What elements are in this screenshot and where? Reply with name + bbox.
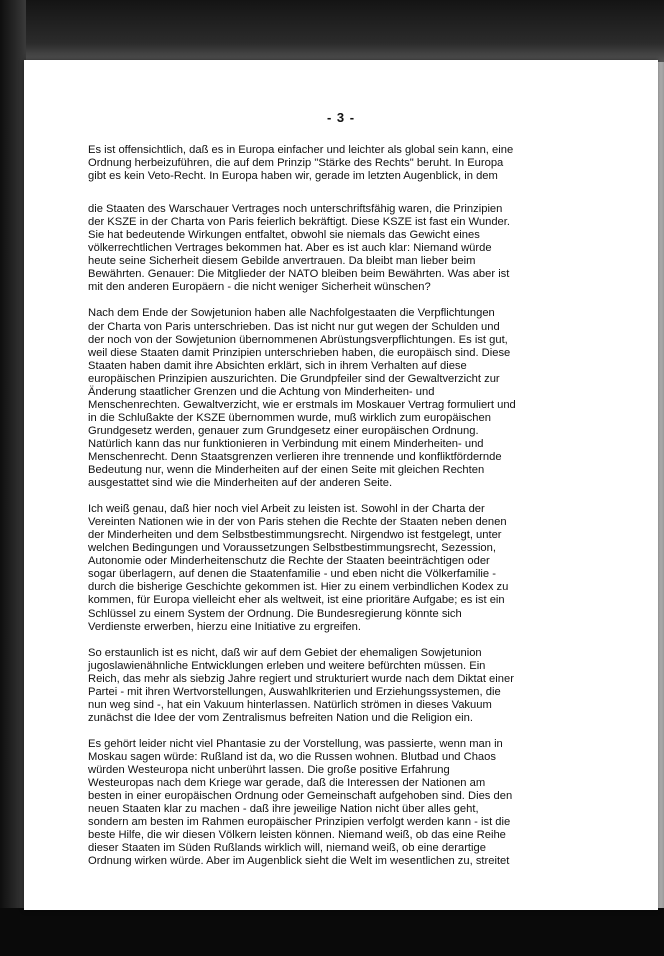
text-line: Grundgesetz werden, genauer zum Grundgesetz einer europäischen Ordnung.	[88, 424, 479, 437]
text-line: in die Schlußakte der KSZE übernommen wurde, muß wirklich zum europäischen	[88, 411, 491, 424]
text-line: gibt es kein Veto-Recht. In Europa haben wir, gerade im letzten Augenblick, in dem	[88, 170, 498, 183]
text-line: kommen, für Europa vielleicht eher als weltweit, ist eine prioritäre Aufgabe; es ist ein	[88, 594, 505, 607]
paragraph	[88, 203, 636, 294]
text-line: der noch von der Sowjetunion übernommenen Abrüstungsverpflichtungen. Es ist gut,	[88, 333, 508, 346]
text-line: der Charta von Paris unterschrieben. Das ist nicht nur gut wegen der Schulden und	[88, 320, 500, 333]
text-line: Ich weiß genau, daß hier noch viel Arbeit zu leisten ist. Sowohl in der Charta der	[88, 503, 485, 516]
text-line: Natürlich kann das nur funktionieren in Verbindung mit einem Minderheiten- und	[88, 437, 484, 450]
text-line: würden Westeuropa nicht unberührt lassen. Die große positive Erfahrung	[88, 763, 450, 776]
text-line: Ordnung herbeizuführen, die auf dem Prinzip "Stärke des Rechts" beruht. In Europa	[88, 157, 504, 170]
text-line: Schlüssel zu einem System der Ordnung. Die Bundesregierung könnte sich	[88, 607, 462, 620]
text-line: Partei - mit ihren Wertvorstellungen, Auswahlkriterien und Erziehungssystemen, die	[88, 685, 501, 698]
text-line: sogar überlagern, auf denen die Staatenfamilie - und eben nicht die Völkerfamilie -	[88, 568, 496, 581]
text-line: Ordnung wirken würde. Aber im Augenblick sieht die Welt im wesentlichen zu, streitet	[88, 855, 510, 868]
text-line: sondern am besten im Rahmen europäischer Prinzipien verfolgt werden kann - ist die	[88, 816, 511, 829]
text-line: der Minderheiten und dem Selbstbestimmungsrecht. Nirgendwo ist festgelegt, unter	[88, 529, 502, 542]
text-line: Es gehört leider nicht viel Phantasie zu der Vorstellung, was passierte, wenn man in	[88, 737, 503, 750]
text-line: heute seine Sicherheit diesem Gebilde anvertrauen. Da bleibt man lieber beim	[88, 255, 476, 268]
text-line: Nach dem Ende der Sowjetunion haben alle Nachfolgestaaten die Verpflichtungen	[88, 307, 495, 320]
paragraph	[88, 144, 636, 183]
text-line: weil diese Staaten damit Prinzipien unterschrieben haben, die europäisch sind. Diese	[88, 346, 511, 359]
text-line: mit den anderen Europäern - die nicht weniger Sicherheit wünschen?	[88, 281, 431, 294]
text-line: Vereinten Nationen wie in der von Paris stehen die Rechte der Staaten neben denen	[88, 516, 507, 529]
text-line: Reich, das mehr als siebzig Jahre regiert und strukturiert wurde nach dem Diktat einer	[88, 672, 514, 685]
text-line: nun weg sind -, hat ein Vakuum hinterlassen. Natürlich strömen in dieses Vakuum	[88, 698, 492, 711]
text-line: ausgestattet sind wie die Minderheiten auf der anderen Seite.	[88, 477, 393, 490]
text-line: völkerrechtlichen Vertrages bekommen hat. Aber es ist auch klar: Niemand würde	[88, 242, 492, 255]
text-line: durch die bisherige Geschichte gekommen ist. Hier zu einem verbindlichen Kodex zu	[88, 581, 509, 594]
document-body	[88, 144, 636, 881]
text-line: Verdienste erwerben, hierzu eine Initiative zu ergreifen.	[88, 620, 362, 633]
text-line: Es ist offensichtlich, daß es in Europa einfacher und leichter als global sein kann, eine	[88, 144, 514, 156]
paragraph	[88, 307, 636, 490]
text-line: zunächst die Idee der vom Zentralismus befreiten Nation und die Religion ein.	[88, 711, 473, 724]
text-line: Änderung staatlicher Grenzen und die Achtung von Minderheiten- und	[88, 385, 435, 398]
document-page	[24, 60, 658, 910]
text-line: die Staaten des Warschauer Vertrages noch unterschriftsfähig waren, die Prinzipien	[88, 203, 503, 216]
text-line: europäischen Prinzipien auszurichten. Die Grundpfeiler sind der Gewaltverzicht zur	[88, 372, 500, 385]
text-line: Staaten haben damit ihre Absichten erklärt, sich in ihrem Verhalten auf diese	[88, 359, 467, 372]
text-line: Moskau sagen würde: Rußland ist da, wo die Russen wohnen. Blutbad und Chaos	[88, 750, 496, 763]
text-line: Menschenrecht. Denn Staatsgrenzen verlieren ihre trennende und konfliktfördernde	[88, 450, 502, 463]
text-line: dieser Staaten im Süden Rußlands wirklich will, niemand weiß, ob eine derartige	[88, 842, 486, 855]
scanner-edge-top	[0, 0, 664, 62]
text-line: besten in einer europäischen Ordnung oder Gemeinschaft aufgehoben sind. Dies den	[88, 790, 513, 803]
paragraph	[88, 503, 636, 633]
paragraph	[88, 738, 636, 868]
text-line: jugoslawienähnliche Entwicklungen erleben und weitere befürchten müssen. Ein	[88, 659, 486, 672]
text-line: welchen Bedingungen und Voraussetzungen Selbstbestimmungsrecht, Sezession,	[88, 542, 496, 555]
text-line: Autonomie oder Minderheitenschutz die Rechte der Staaten beeinträchtigen oder	[88, 555, 490, 568]
text-line: beste Hilfe, die wir diesen Völkern leisten können. Niemand weiß, ob das eine Reihe	[88, 829, 506, 842]
scanner-edge-bottom	[0, 908, 664, 956]
page-number: - 3 -	[326, 110, 356, 125]
text-line: Bedeutung nur, wenn die Minderheiten auf der einen Seite mit gleichen Rechten	[88, 464, 485, 477]
text-line: Bewährten. Genauer: Die Mitglieder der NATO bleiben beim Bewährten. Was aber ist	[88, 268, 510, 281]
text-line: Menschenrechten. Gewaltverzicht, wie er erstmals im Moskauer Vertrag formuliert und	[88, 398, 516, 411]
text-line: Westeuropas nach dem Kriege war gerade, daß die Interessen der Nationen am	[88, 777, 486, 790]
paragraph	[88, 647, 636, 725]
text-line: So erstaunlich ist es nicht, daß wir auf dem Gebiet der ehemaligen Sowjetunion	[88, 646, 482, 659]
text-line: neuen Staaten klar zu machen - daß ihre jeweilige Nation nicht über alles geht,	[88, 803, 479, 816]
text-line: der KSZE in der Charta von Paris feierlich bekräftigt. Diese KSZE ist fast ein Wunder.	[88, 216, 510, 229]
text-line: Sie hat bedeutende Wirkungen entfaltet, obwohl sie niemals das Gewicht eines	[88, 229, 480, 242]
scanner-edge-left	[0, 0, 26, 956]
